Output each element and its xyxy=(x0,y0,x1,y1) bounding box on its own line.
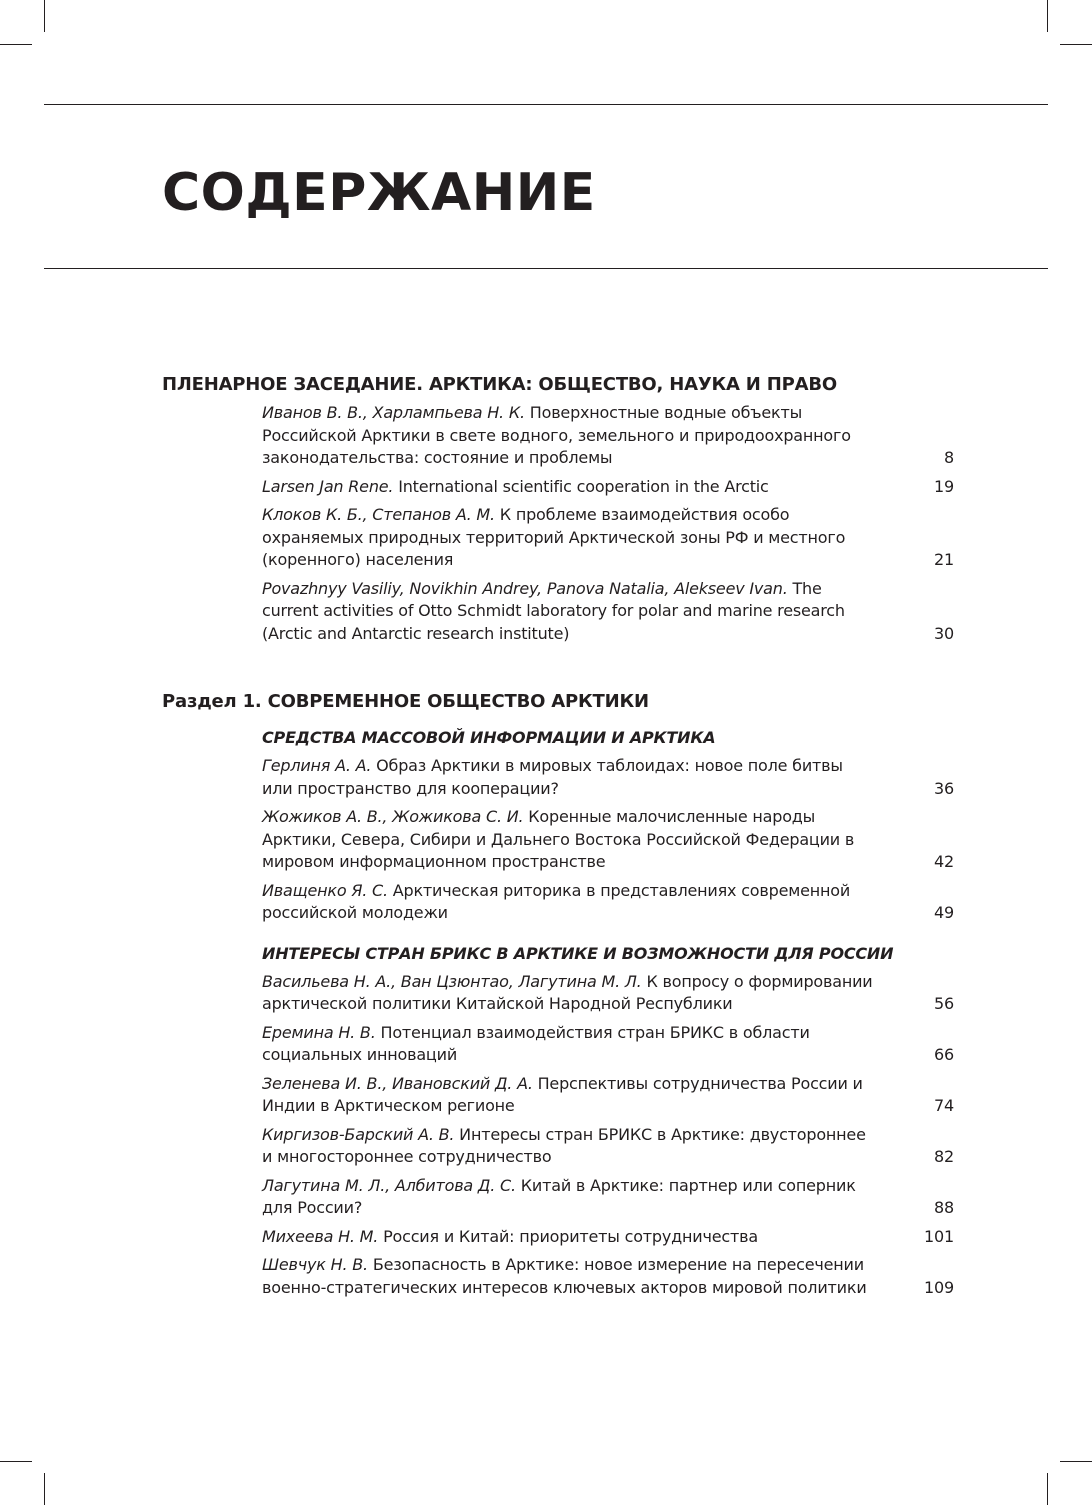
entry-title: Коренные малочисленные народы Арктики, Севера, Сибири и Дальнего Востока Российской Федерации в мировом информационном пространстве xyxy=(262,807,855,871)
page-number: 82 xyxy=(934,1147,954,1166)
entry-title: Поверхностные водные объекты Российской Арктики в свете водного, земельного и природоохранного законодательства: состояние и проблемы xyxy=(262,403,851,467)
entry-title: Интересы стран БРИКС в Арктике: двустороннее и многостороннее сотрудничество xyxy=(262,1124,866,1166)
table-of-contents xyxy=(162,372,954,1305)
entry-text xyxy=(262,1022,912,1067)
toc-entry[interactable] xyxy=(262,1073,954,1118)
entry-text xyxy=(262,806,912,874)
toc-entry[interactable] xyxy=(262,1226,954,1249)
entry-text xyxy=(262,402,912,470)
crop-mark xyxy=(44,1473,45,1505)
page-number: 88 xyxy=(934,1198,954,1217)
entry-title: К проблеме взаимодействия особо охраняемых природных территорий Арктической зоны РФ и местного (коренного) населения xyxy=(262,505,846,569)
page-number: 109 xyxy=(924,1277,954,1297)
entry-authors: Михеева Н. М. xyxy=(262,1226,379,1246)
entry-text xyxy=(262,1226,912,1249)
entry-title: Перспективы сотрудничества России и Индии в Арктическом регионе xyxy=(262,1073,863,1115)
crop-mark xyxy=(0,44,32,45)
crop-mark xyxy=(0,1461,32,1462)
page-number: 42 xyxy=(934,852,954,871)
page-number: 36 xyxy=(934,778,954,798)
title-bottom-rule xyxy=(44,268,1048,269)
entry-authors: Герлиня А. А. xyxy=(262,756,372,775)
toc-entry[interactable] xyxy=(262,971,954,1016)
entry-title: The current activities of Otto Schmidt laboratory for polar and marine research (Arctic and Antarctic research institute) xyxy=(262,578,845,643)
entry-text xyxy=(262,755,912,800)
entry-authors: Иващенко Я. С. xyxy=(262,880,388,900)
toc-entry[interactable] xyxy=(262,1175,954,1220)
entry-text xyxy=(262,971,912,1016)
entry-title: International scientific cooperation in the Arctic xyxy=(398,476,769,496)
page-number: 8 xyxy=(944,448,954,467)
section-heading: ПЛЕНАРНОЕ ЗАСЕДАНИЕ. АРКТИКА: ОБЩЕСТВО, НАУКА И ПРАВО xyxy=(162,374,837,395)
toc-entry[interactable] xyxy=(262,1124,954,1169)
page-number: 49 xyxy=(934,903,954,922)
entry-authors: Еремина Н. В. xyxy=(262,1022,376,1042)
entry-title: Потенциал взаимодействия стран БРИКС в области социальных инноваций xyxy=(262,1022,810,1064)
section-heading: Раздел 1. СОВРЕМЕННОЕ ОБЩЕСТВО АРКТИКИ xyxy=(162,691,649,712)
page-number: 74 xyxy=(934,1096,954,1115)
entry-text xyxy=(262,504,912,572)
page-number: 19 xyxy=(934,476,954,496)
toc-entry[interactable] xyxy=(262,1022,954,1067)
toc-entry[interactable] xyxy=(262,402,954,470)
entry-title: К вопросу о формировании арктической политики Китайской Народной Республики xyxy=(262,971,873,1013)
entry-authors: Povazhnyy Vasiliy, Novikhin Andrey, Panova Natalia, Alekseev Ivan. xyxy=(262,578,788,598)
entry-title: Безопасность в Арктике: новое измерение на пересечении военно-стратегических интересов ключевых акторов мировой политики xyxy=(262,1255,867,1297)
page-title: СОДЕРЖАНИЕ xyxy=(162,163,596,223)
crop-mark xyxy=(44,0,45,32)
top-rule xyxy=(44,104,1048,105)
page-number: 21 xyxy=(934,550,954,569)
section-entries xyxy=(262,727,954,1299)
entry-text xyxy=(262,1124,912,1169)
page-number: 101 xyxy=(924,1226,954,1246)
toc-entry[interactable] xyxy=(262,755,954,800)
entry-text xyxy=(262,1254,912,1299)
toc-entry[interactable] xyxy=(262,504,954,572)
page-number: 56 xyxy=(934,994,954,1013)
entry-authors: Larsen Jan Rene. xyxy=(262,476,394,496)
section-entries xyxy=(262,402,954,645)
entry-title: Арктическая риторика в представлениях современной российской молодежи xyxy=(262,880,851,922)
entry-text xyxy=(262,1175,912,1220)
crop-mark xyxy=(1060,1461,1092,1462)
entry-authors: Лагутина М. Л., Албитова Д. С. xyxy=(262,1175,516,1195)
entry-authors: Зеленева И. В., Ивановский Д. А. xyxy=(262,1073,533,1093)
entry-title: Образ Арктики в мировых таблоидах: новое поле битвы или пространство для кооперации? xyxy=(262,756,843,798)
entry-authors: Васильева Н. А., Ван Цзюнтао, Лагутина М. Л. xyxy=(262,971,642,991)
subsection-heading: СРЕДСТВА МАССОВОЙ ИНФОРМАЦИИ И АРКТИКА xyxy=(262,728,716,747)
entry-text xyxy=(262,880,912,925)
crop-mark xyxy=(1047,0,1048,32)
toc-entry[interactable] xyxy=(262,1254,954,1299)
entry-authors: Киргизов-Барский А. В. xyxy=(262,1124,455,1144)
page-number: 30 xyxy=(934,623,954,643)
toc-entry[interactable] xyxy=(262,880,954,925)
crop-mark xyxy=(1047,1473,1048,1505)
page-number: 66 xyxy=(934,1045,954,1064)
entry-title: Китай в Арктике: партнер или соперник для России? xyxy=(262,1175,856,1217)
entry-authors: Шевчук Н. В. xyxy=(262,1255,368,1274)
entry-text xyxy=(262,1073,912,1118)
entry-authors: Клоков К. Б., Степанов А. М. xyxy=(262,505,495,524)
crop-mark xyxy=(1060,44,1092,45)
toc-entry[interactable] xyxy=(262,578,954,646)
entry-authors: Иванов В. В., Харлампьева Н. К. xyxy=(262,403,525,422)
entry-text xyxy=(262,578,912,646)
entry-title: Россия и Китай: приоритеты сотрудничества xyxy=(383,1226,758,1246)
toc-entry[interactable] xyxy=(262,806,954,874)
entry-authors: Жожиков А. В., Жожикова С. И. xyxy=(262,807,524,826)
entry-text xyxy=(262,476,912,499)
subsection-heading: ИНТЕРЕСЫ СТРАН БРИКС В АРКТИКЕ И ВОЗМОЖНОСТИ ДЛЯ РОССИИ xyxy=(262,943,894,963)
toc-entry[interactable] xyxy=(262,476,954,499)
